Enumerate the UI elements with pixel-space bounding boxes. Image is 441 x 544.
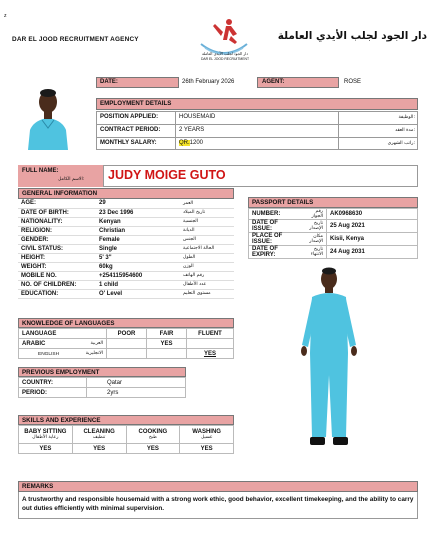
- passport-value: AK0968630: [327, 209, 418, 220]
- date-value: 26th February 2026: [182, 79, 235, 85]
- general-label: MOBILE NO.: [18, 271, 96, 280]
- lang-fair: YES: [147, 339, 187, 349]
- general-label: EDUCATION:: [18, 289, 96, 298]
- remarks-title: REMARKS: [18, 481, 418, 492]
- general-value: 1 child: [96, 280, 180, 289]
- skill-value: YES: [72, 444, 126, 454]
- general-label: CIVIL STATUS:: [18, 244, 96, 253]
- general-label: HEIGHT:: [18, 253, 96, 262]
- general-value: Christian: [96, 226, 180, 235]
- fullname-value: JUDY MOIGE GUTO: [108, 168, 226, 182]
- passport-label-ar: تاريخ الانتهاء: [301, 246, 327, 259]
- general-label-ar: الديانة: [180, 226, 234, 235]
- corner-mark: z: [4, 13, 7, 19]
- logo-text-ar: دار الجود لجلب الأيدي العاملة: [201, 51, 249, 56]
- passport-label-ar: رقم الجواز: [301, 209, 327, 220]
- general-row: [18, 199, 234, 208]
- passport-value: Kisii, Kenya: [327, 233, 418, 246]
- salary-value: [179, 140, 203, 146]
- general-label-ar: الوزن: [180, 262, 234, 271]
- general-value: +254115954600: [96, 271, 180, 280]
- skill-label: COOKING: [138, 429, 168, 435]
- passport-label-ar: تاريخ الإصدار: [301, 220, 327, 233]
- general-label: GENDER:: [18, 235, 96, 244]
- general-label: AGE:: [18, 199, 96, 208]
- contract-label: CONTRACT PERIOD:: [100, 127, 161, 133]
- general-label-ar: رقم الهاتف: [180, 271, 234, 280]
- skill-label-ar: غسيل: [200, 435, 213, 440]
- skill-label: WASHING: [192, 429, 221, 435]
- portrait-photo: [22, 82, 74, 150]
- general-label-ar: الحالة الاجتماعية: [180, 244, 234, 253]
- agency-name-ar: دار الجود لجلب الأيدي العاملة: [277, 30, 427, 42]
- prev-period-value: 2yrs: [87, 388, 186, 398]
- passport-table: [248, 208, 418, 259]
- general-label: DATE OF BIRTH:: [18, 208, 96, 217]
- general-label-ar: الجنسية: [180, 217, 234, 226]
- passport-label: PLACE OF ISSUE:: [249, 233, 301, 246]
- skill-label: CLEANING: [83, 429, 115, 435]
- general-value: O' Level: [96, 289, 180, 298]
- fullname-label-ar: الاسم الكامل:: [58, 177, 85, 182]
- skills-title: SKILLS AND EXPERIENCE: [18, 415, 234, 425]
- salary-currency: QR.: [179, 140, 190, 146]
- logo-text-en: DAR EL JOOD RECRUITMENT: [200, 57, 250, 61]
- languages-table: [18, 328, 234, 359]
- salary-label-ar: راتب الشهري:: [387, 141, 415, 146]
- passport-label: DATE OF ISSUE:: [249, 220, 301, 233]
- general-label-ar: مستوى التعليم: [180, 289, 234, 298]
- lang-name: ENGLISH: [38, 351, 60, 357]
- full-body-photo: [288, 265, 370, 451]
- general-value: Kenyan: [96, 217, 180, 226]
- position-label: POSITION APPLIED:: [100, 114, 159, 120]
- skill-label-ar: طبخ: [148, 435, 157, 440]
- agent-value: ROSE: [344, 79, 362, 85]
- general-value: 60kg: [96, 262, 180, 271]
- fullname-label: FULL NAME:: [22, 168, 59, 174]
- passport-value: 24 Aug 2031: [327, 246, 418, 259]
- salary-label: MONTHLY SALARY:: [100, 140, 157, 146]
- general-label: NATIONALITY:: [18, 217, 96, 226]
- skill-name: [19, 426, 73, 444]
- general-row: [18, 289, 234, 298]
- general-label-ar: الطول: [180, 253, 234, 262]
- general-row: [18, 208, 234, 217]
- lang-header-fair: FAIR: [147, 329, 187, 339]
- lang-header-fluent: FLUENT: [187, 329, 234, 339]
- lang-header-poor: POOR: [107, 329, 147, 339]
- passport-title: PASSPORT DETAILS: [248, 197, 418, 208]
- skill-value: YES: [19, 444, 73, 454]
- salary-amount: 1200: [189, 140, 204, 146]
- skill-name: [180, 426, 234, 444]
- position-label-ar: الوظيفة:: [398, 115, 415, 120]
- contract-value: 2 YEARS: [179, 127, 205, 133]
- general-label-ar: تاريخ الميلاد: [180, 208, 234, 217]
- skill-value: YES: [126, 444, 180, 454]
- previous-title: PREVIOUS EMPLOYMENT: [18, 367, 186, 377]
- lang-header-language: LANGUAGE: [19, 329, 107, 339]
- general-row: [18, 217, 234, 226]
- passport-label-ar: مكان الإصدار: [301, 233, 327, 246]
- skill-value: YES: [180, 444, 234, 454]
- prev-period-label: PERIOD:: [19, 388, 87, 398]
- general-title: GENERAL INFORMATION: [18, 188, 234, 199]
- lang-name-ar: الانجليزية: [85, 350, 103, 356]
- lang-fluent: YES: [187, 349, 234, 359]
- languages-title: KNOWLEDGE OF LANGUAGES: [18, 318, 234, 328]
- contract-label-ar: مدة العقد:: [395, 128, 415, 133]
- passport-label: DATE OF EXPIRY:: [249, 246, 301, 259]
- passport-value: 25 Aug 2021: [327, 220, 418, 233]
- lang-poor: [107, 349, 147, 359]
- prev-country-value: Qatar: [87, 378, 186, 388]
- passport-label: NUMBER:: [249, 209, 301, 220]
- general-label-ar: عدد الأطفال: [180, 280, 234, 289]
- general-value: Single: [96, 244, 180, 253]
- position-value: HOUSEMAID: [179, 114, 216, 120]
- skill-label-ar: تنظيف: [92, 435, 106, 440]
- passport-row: [249, 220, 418, 233]
- general-value: 29: [96, 199, 180, 208]
- general-label: NO. OF CHILDREN:: [18, 280, 96, 289]
- general-value: 23 Dec 1996: [96, 208, 180, 217]
- general-row: [18, 262, 234, 271]
- general-info-table: [18, 199, 234, 299]
- general-label-ar: الجنس: [180, 235, 234, 244]
- general-value: 5' 3": [96, 253, 180, 262]
- lang-name: ARABIC: [22, 340, 46, 347]
- passport-row: [249, 246, 418, 259]
- passport-row: [249, 233, 418, 246]
- general-label: WEIGHT:: [18, 262, 96, 271]
- general-row: [18, 235, 234, 244]
- date-label: DATE:: [100, 79, 118, 85]
- prev-country-label: COUNTRY:: [19, 378, 87, 388]
- previous-table: [18, 377, 186, 398]
- general-label: RELIGION:: [18, 226, 96, 235]
- agency-logo: [193, 14, 255, 64]
- agency-name-en: DAR EL JOOD RECRUITMENT AGENCY: [12, 36, 139, 43]
- general-value: Female: [96, 235, 180, 244]
- lang-name-ar: العربية: [90, 340, 103, 346]
- agent-label: AGENT:: [262, 79, 285, 85]
- general-row: [18, 253, 234, 262]
- general-row: [18, 280, 234, 289]
- lang-poor: [107, 339, 147, 349]
- skill-name: [126, 426, 180, 444]
- general-row: [18, 226, 234, 235]
- general-row: [18, 244, 234, 253]
- skill-label-ar: رعاية الأطفال: [32, 435, 59, 440]
- general-row: [18, 271, 234, 280]
- remarks-text: A trustworthy and responsible housemaid with a strong work ethic, good behavior, excellent timekeeping, and the ability to carry out duties efficiently with minimal supervision.: [22, 496, 414, 512]
- general-label-ar: العمر: [180, 199, 234, 208]
- skills-table: [18, 425, 234, 454]
- skill-name: [72, 426, 126, 444]
- skill-label: BABY SITTING: [24, 429, 67, 435]
- employment-title: EMPLOYMENT DETAILS: [96, 98, 418, 110]
- lang-fluent: [187, 339, 234, 349]
- lang-fair: [147, 349, 187, 359]
- passport-row: [249, 209, 418, 220]
